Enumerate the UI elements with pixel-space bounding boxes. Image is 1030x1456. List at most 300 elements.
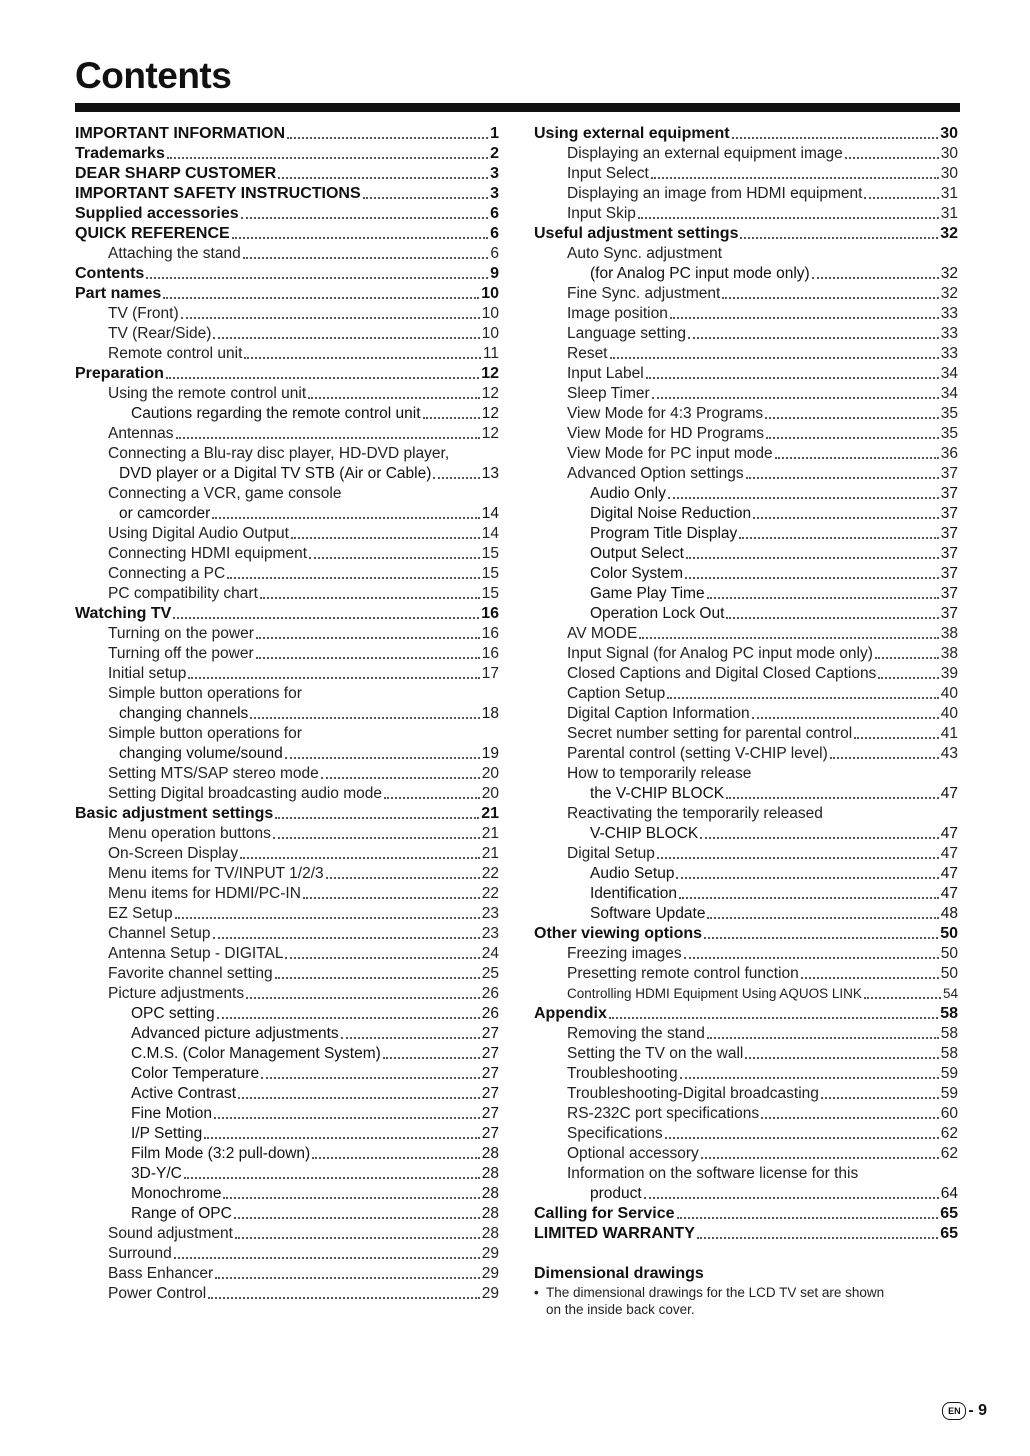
- toc-dot-leader: [423, 417, 480, 419]
- toc-dot-leader: [241, 217, 488, 219]
- toc-entry-title: Contents: [75, 265, 145, 282]
- toc-page-number: 37: [940, 525, 958, 542]
- toc-entry-title: Sleep Timer: [567, 385, 650, 402]
- toc-entry-title: Using external equipment: [534, 125, 730, 142]
- toc-entry-title: Simple button operations for: [108, 685, 302, 702]
- page-title: Contents: [75, 55, 232, 96]
- toc-dot-leader: [752, 717, 939, 719]
- toc-dot-leader: [175, 917, 480, 919]
- toc-dot-leader: [208, 1297, 480, 1299]
- toc-entry: [75, 764, 499, 784]
- toc-entry: [534, 864, 958, 884]
- toc-page-number: 37: [940, 505, 958, 522]
- toc-entry: [75, 1224, 499, 1244]
- toc-entry: [75, 504, 499, 524]
- toc-dot-leader: [217, 1017, 480, 1019]
- toc-entry: [534, 984, 958, 1004]
- toc-entry-title: View Mode for HD Programs: [567, 425, 764, 442]
- toc-page-number: 10: [481, 285, 499, 302]
- toc-page-number: 58: [940, 1045, 958, 1062]
- toc-entry-title: Favorite channel setting: [108, 965, 273, 982]
- toc-dot-leader: [688, 337, 939, 339]
- toc-entry-title: Useful adjustment settings: [534, 225, 739, 242]
- toc-page-number: 62: [940, 1125, 958, 1142]
- toc-dot-leader: [726, 617, 938, 619]
- toc-entry-title: Preparation: [75, 365, 164, 382]
- toc-dot-leader: [260, 597, 480, 599]
- toc-entry: [534, 944, 958, 964]
- toc-page-number: 13: [481, 465, 499, 482]
- toc-dot-leader: [845, 157, 939, 159]
- toc-entry: [534, 644, 958, 664]
- toc-entry: [534, 544, 958, 564]
- toc-page-number: 35: [940, 425, 958, 442]
- toc-entry-title: Turning off the power: [108, 645, 254, 662]
- toc-dot-leader: [214, 1117, 480, 1119]
- toc-dot-leader: [246, 997, 480, 999]
- toc-entry-title: IMPORTANT SAFETY INSTRUCTIONS: [75, 185, 361, 202]
- toc-dot-leader: [812, 277, 939, 279]
- toc-dot-leader: [181, 317, 480, 319]
- toc-dot-leader: [676, 877, 938, 879]
- toc-entry: [75, 1004, 499, 1024]
- toc-entry: [534, 1104, 958, 1124]
- toc-entry: [75, 1064, 499, 1084]
- toc-page-number: 18: [481, 705, 499, 722]
- toc-entry-title: OPC setting: [131, 1005, 215, 1022]
- toc-page-number: 28: [481, 1165, 499, 1182]
- toc-entry: [75, 844, 499, 864]
- toc-dot-leader: [766, 437, 939, 439]
- toc-dot-leader: [864, 197, 938, 199]
- toc-entry: [75, 304, 499, 324]
- toc-entry-title: Closed Captions and Digital Closed Captions: [567, 665, 877, 682]
- toc-dot-leader: [775, 457, 939, 459]
- toc-dot-leader: [761, 1117, 939, 1119]
- toc-entry-title: View Mode for PC input mode: [567, 445, 773, 462]
- toc-entry: [75, 744, 499, 764]
- toc-page-number: 37: [940, 545, 958, 562]
- toc-entry-title: Antennas: [108, 425, 174, 442]
- toc-section-entry: [75, 164, 499, 184]
- toc-page-number: 12: [481, 385, 499, 402]
- toc-entry-title: Part names: [75, 285, 162, 302]
- toc-page-number: 19: [481, 745, 499, 762]
- toc-page-number: 10: [481, 305, 499, 322]
- toc-page-number: 47: [940, 885, 958, 902]
- toc-entry-title: DEAR SHARP CUSTOMER: [75, 165, 277, 182]
- toc-entry-title: Displaying an image from HDMI equipment: [567, 185, 863, 202]
- toc-entry-title: Color Temperature: [131, 1065, 260, 1082]
- toc-page-number: 50: [940, 965, 958, 982]
- toc-entry-title: product: [590, 1185, 642, 1202]
- toc-entry-title: Attaching the stand: [108, 245, 241, 262]
- toc-page-number: 37: [940, 605, 958, 622]
- toc-page-number: 40: [940, 705, 958, 722]
- toc-dot-leader: [697, 1237, 938, 1239]
- note-line-1: The dimensional drawings for the LCD TV set are shown: [546, 1285, 885, 1300]
- toc-dot-leader: [232, 237, 488, 239]
- toc-page-number: 25: [481, 965, 499, 982]
- toc-entry-title: Fine Motion: [131, 1105, 212, 1122]
- toc-dot-leader: [433, 477, 479, 479]
- toc-dot-leader: [801, 977, 939, 979]
- toc-entry: [75, 1124, 499, 1144]
- toc-dot-leader: [830, 757, 939, 759]
- toc-page-number: 50: [940, 945, 958, 962]
- toc-page-number: 20: [481, 785, 499, 802]
- toc-entry: [75, 1244, 499, 1264]
- toc-entry-title: Identification: [590, 885, 678, 902]
- toc-dot-leader: [223, 1197, 479, 1199]
- toc-dot-leader: [184, 1177, 480, 1179]
- toc-page-number: 34: [940, 385, 958, 402]
- toc-page-number: 21: [481, 845, 499, 862]
- toc-page-number: 38: [940, 645, 958, 662]
- toc-page-number: 33: [940, 325, 958, 342]
- toc-entry-title: C.M.S. (Color Management System): [131, 1045, 381, 1062]
- toc-page-number: 2: [490, 145, 499, 162]
- toc-entry: [75, 564, 499, 584]
- toc-entry: [75, 584, 499, 604]
- toc-page-number: 27: [481, 1125, 499, 1142]
- toc-entry-title: Troubleshooting: [567, 1065, 678, 1082]
- toc-entry-title: Monochrome: [131, 1185, 222, 1202]
- toc-page-number: 62: [940, 1145, 958, 1162]
- toc-page-number: 3: [490, 185, 499, 202]
- toc-entry-title: Supplied accessories: [75, 205, 239, 222]
- toc-dot-leader: [321, 777, 480, 779]
- toc-page-number: 9: [490, 265, 499, 282]
- language-en-icon: EN: [942, 1402, 966, 1420]
- toc-page-number: 37: [940, 585, 958, 602]
- toc-section-entry: [534, 224, 958, 244]
- toc-page-number: 43: [940, 745, 958, 762]
- toc-page-number: 28: [481, 1205, 499, 1222]
- toc-entry-title: Film Mode (3:2 pull-down): [131, 1145, 311, 1162]
- toc-section-entry: [75, 144, 499, 164]
- toc-dot-leader: [238, 1097, 480, 1099]
- dimensional-drawings-note: [534, 1284, 958, 1318]
- toc-entry: [75, 1104, 499, 1124]
- toc-dot-leader: [275, 817, 479, 819]
- toc-dot-leader: [657, 857, 939, 859]
- toc-entry-title: Simple button operations for: [108, 725, 302, 742]
- toc-dot-leader: [746, 477, 939, 479]
- toc-entry-title: Channel Setup: [108, 925, 211, 942]
- toc-entry-title: Menu items for HDMI/PC-IN: [108, 885, 301, 902]
- toc-page-number: 28: [481, 1225, 499, 1242]
- toc-dot-leader: [700, 837, 938, 839]
- toc-dot-leader: [287, 137, 488, 139]
- toc-entry: [534, 1124, 958, 1144]
- toc-entry-title: Turning on the power: [108, 625, 254, 642]
- toc-entry-title: Reset: [567, 345, 608, 362]
- toc-entry-title: Picture adjustments: [108, 985, 245, 1002]
- toc-dot-leader: [303, 897, 480, 899]
- toc-page-number: 30: [940, 145, 958, 162]
- toc-entry-title: Trademarks: [75, 145, 165, 162]
- toc-page-number: 41: [940, 725, 958, 742]
- toc-entry-title: How to temporarily release: [567, 765, 752, 782]
- dimensional-drawings-heading: [534, 1264, 958, 1284]
- toc-entry-title: Active Contrast: [131, 1085, 237, 1102]
- toc-dot-leader: [854, 737, 939, 739]
- toc-entry-title: QUICK REFERENCE: [75, 225, 230, 242]
- toc-page-number: 48: [940, 905, 958, 922]
- toc-entry: [534, 1184, 958, 1204]
- toc-entry-title: Presetting remote control function: [567, 965, 799, 982]
- toc-page-number: 34: [940, 365, 958, 382]
- toc-dot-leader: [739, 537, 938, 539]
- toc-entry-title: Connecting HDMI equipment: [108, 545, 308, 562]
- toc-page-number: 47: [940, 825, 958, 842]
- toc-dot-leader: [667, 697, 939, 699]
- toc-dot-leader: [227, 577, 480, 579]
- toc-section-entry: [534, 1204, 958, 1224]
- toc-entry: [534, 784, 958, 804]
- toc-entry-title: Troubleshooting-Digital broadcasting: [567, 1085, 819, 1102]
- toc-entry: [75, 1284, 499, 1304]
- toc-entry: [534, 804, 958, 824]
- toc-entry: [534, 584, 958, 604]
- toc-entry: [75, 324, 499, 344]
- toc-dot-leader: [363, 197, 488, 199]
- toc-page-number: 28: [481, 1185, 499, 1202]
- toc-dot-leader: [256, 657, 480, 659]
- toc-entry: [75, 644, 499, 664]
- toc-entry: [534, 164, 958, 184]
- toc-dot-leader: [821, 1097, 939, 1099]
- toc-right-column: [534, 124, 958, 1318]
- toc-entry-title: IMPORTANT INFORMATION: [75, 125, 286, 142]
- toc-entry-title: Input Skip: [567, 205, 636, 222]
- toc-page-number: 27: [481, 1065, 499, 1082]
- toc-page-number: 30: [940, 165, 958, 182]
- toc-section-entry: [75, 284, 499, 304]
- toc-entry-title: Removing the stand: [567, 1025, 705, 1042]
- toc-entry: [75, 1024, 499, 1044]
- toc-entry-title: Input Select: [567, 165, 649, 182]
- toc-dot-leader: [188, 677, 479, 679]
- toc-page-number: 6: [490, 205, 499, 222]
- toc-entry: [534, 344, 958, 364]
- toc-page-number: 27: [481, 1025, 499, 1042]
- toc-entry: [534, 664, 958, 684]
- toc-dot-leader: [384, 797, 480, 799]
- toc-entry: [75, 1264, 499, 1284]
- toc-dot-leader: [745, 1057, 938, 1059]
- toc-page-number: 38: [940, 625, 958, 642]
- toc-section-entry: [75, 604, 499, 624]
- toc-entry-title: EZ Setup: [108, 905, 173, 922]
- toc-page-number: 22: [481, 865, 499, 882]
- toc-section-entry: [75, 264, 499, 284]
- toc-entry-title: Calling for Service: [534, 1205, 675, 1222]
- toc-dot-leader: [176, 437, 480, 439]
- toc-entry: [534, 504, 958, 524]
- toc-dot-leader: [312, 1157, 480, 1159]
- toc-dot-leader: [309, 557, 480, 559]
- toc-entry: [75, 1204, 499, 1224]
- toc-dot-leader: [644, 1197, 939, 1199]
- toc-entry: [534, 1084, 958, 1104]
- toc-page-number: 65: [940, 1225, 958, 1242]
- bullet-icon: •: [534, 1285, 539, 1300]
- toc-dot-leader: [722, 297, 938, 299]
- toc-dot-leader: [275, 977, 480, 979]
- toc-page-number: 16: [481, 625, 499, 642]
- toc-dot-leader: [740, 237, 938, 239]
- toc-dot-leader: [684, 957, 939, 959]
- toc-entry: [534, 144, 958, 164]
- toc-dot-leader: [670, 317, 939, 319]
- toc-page-number: 33: [940, 305, 958, 322]
- toc-entry: [75, 984, 499, 1004]
- toc-entry-title: RS-232C port specifications: [567, 1105, 760, 1122]
- toc-page-number: 59: [940, 1065, 958, 1082]
- title-rule: [75, 103, 960, 112]
- toc-dot-leader: [273, 837, 480, 839]
- toc-entry: [75, 724, 499, 744]
- toc-page-number: 27: [481, 1045, 499, 1062]
- toc-entry: [75, 1144, 499, 1164]
- toc-entry: [75, 1164, 499, 1184]
- toc-entry-title: Caption Setup: [567, 685, 666, 702]
- toc-dot-leader: [341, 1037, 480, 1039]
- toc-entry: [534, 764, 958, 784]
- toc-page-number: 12: [481, 365, 499, 382]
- toc-dot-leader: [215, 1277, 480, 1279]
- toc-entry: [534, 744, 958, 764]
- toc-dot-leader: [609, 1017, 938, 1019]
- toc-dot-leader: [212, 517, 479, 519]
- toc-entry: [534, 284, 958, 304]
- toc-page-number: 40: [940, 685, 958, 702]
- toc-dot-leader: [665, 1137, 939, 1139]
- toc-entry-title: Setting Digital broadcasting audio mode: [108, 785, 383, 802]
- toc-entry: [534, 384, 958, 404]
- toc-page-number: 21: [481, 825, 499, 842]
- toc-dot-leader: [638, 217, 939, 219]
- toc-dot-leader: [707, 1037, 939, 1039]
- toc-dot-leader: [704, 937, 938, 939]
- toc-entry-title: Cautions regarding the remote control unit: [131, 405, 421, 422]
- toc-entry-title: Digital Noise Reduction: [590, 505, 752, 522]
- toc-entry: [534, 704, 958, 724]
- toc-dot-leader: [291, 537, 480, 539]
- toc-page-number: 23: [481, 905, 499, 922]
- toc-dot-leader: [146, 277, 488, 279]
- toc-page-number: 21: [481, 805, 499, 822]
- toc-dot-leader: [326, 877, 480, 879]
- toc-entry-title: View Mode for 4:3 Programs: [567, 405, 764, 422]
- toc-entry: [534, 1064, 958, 1084]
- toc-entry: [75, 544, 499, 564]
- toc-entry-title: Freezing images: [567, 945, 682, 962]
- toc-dot-leader: [878, 677, 938, 679]
- toc-page-number: 60: [940, 1105, 958, 1122]
- toc-dot-leader: [163, 297, 479, 299]
- toc-entry-title: Surround: [108, 1245, 172, 1262]
- toc-entry-title: Connecting a VCR, game console: [108, 485, 342, 502]
- toc-page-number: 27: [481, 1105, 499, 1122]
- toc-entry-title: PC compatibility chart: [108, 585, 258, 602]
- toc-entry-title: Program Title Display: [590, 525, 738, 542]
- toc-entry: [534, 324, 958, 344]
- toc-entry: [534, 904, 958, 924]
- toc-page-number: 47: [940, 785, 958, 802]
- toc-dot-leader: [685, 577, 939, 579]
- toc-entry-title: Color System: [590, 565, 684, 582]
- toc-entry-title: Reactivating the temporarily released: [567, 805, 823, 822]
- toc-dot-leader: [707, 917, 938, 919]
- toc-entry: [534, 184, 958, 204]
- toc-dot-leader: [651, 177, 939, 179]
- toc-dot-leader: [261, 1077, 480, 1079]
- toc-dot-leader: [213, 937, 480, 939]
- toc-page-number: 47: [940, 865, 958, 882]
- toc-dot-leader: [639, 637, 938, 639]
- toc-entry-title: Basic adjustment settings: [75, 805, 274, 822]
- toc-entry-title: Information on the software license for this: [567, 1165, 859, 1182]
- toc-entry: [534, 844, 958, 864]
- toc-entry: [75, 864, 499, 884]
- toc-entry: [534, 424, 958, 444]
- toc-entry-title: Audio Setup: [590, 865, 675, 882]
- toc-dot-leader: [250, 717, 479, 719]
- toc-page-number: 50: [940, 925, 958, 942]
- toc-entry-title: Operation Lock Out: [590, 605, 725, 622]
- toc-entry-title: AV MODE: [567, 625, 638, 642]
- toc-page-number: 32: [940, 285, 958, 302]
- toc-page-number: 23: [481, 925, 499, 942]
- toc-page-number: 31: [940, 205, 958, 222]
- toc-page-number: 37: [940, 485, 958, 502]
- toc-page-number: 16: [481, 605, 499, 622]
- toc-entry-title: Using Digital Audio Output: [108, 525, 289, 542]
- toc-section-entry: [75, 184, 499, 204]
- toc-page-number: 6: [490, 245, 499, 262]
- toc-entry-title: Fine Sync. adjustment: [567, 285, 721, 302]
- toc-entry: [75, 484, 499, 504]
- toc-entry: [534, 624, 958, 644]
- toc-entry-title: TV (Front): [108, 305, 179, 322]
- toc-dot-leader: [308, 397, 480, 399]
- toc-entry: [534, 364, 958, 384]
- toc-page-number: 1: [490, 125, 499, 142]
- toc-entry: [75, 344, 499, 364]
- toc-entry-title: changing volume/sound: [119, 745, 283, 762]
- toc-dot-leader: [285, 757, 480, 759]
- toc-entry-title: Controlling HDMI Equipment Using AQUOS LINK: [567, 986, 862, 1001]
- toc-entry-title: Digital Caption Information: [567, 705, 750, 722]
- toc-page-number: 58: [940, 1005, 958, 1022]
- toc-entry: [75, 924, 499, 944]
- page-number: [942, 1402, 987, 1420]
- toc-entry-title: Power Control: [108, 1285, 207, 1302]
- toc-dot-leader: [679, 897, 939, 899]
- toc-dot-leader: [213, 337, 479, 339]
- toc-dot-leader: [680, 1077, 939, 1079]
- toc-dot-leader: [726, 797, 939, 799]
- toc-page-number: 47: [940, 845, 958, 862]
- toc-dot-leader: [240, 857, 480, 859]
- toc-entry-title: Parental control (setting V-CHIP level): [567, 745, 828, 762]
- toc-dot-leader: [652, 397, 939, 399]
- toc-entry-title: Other viewing options: [534, 925, 703, 942]
- toc-dot-leader: [256, 637, 480, 639]
